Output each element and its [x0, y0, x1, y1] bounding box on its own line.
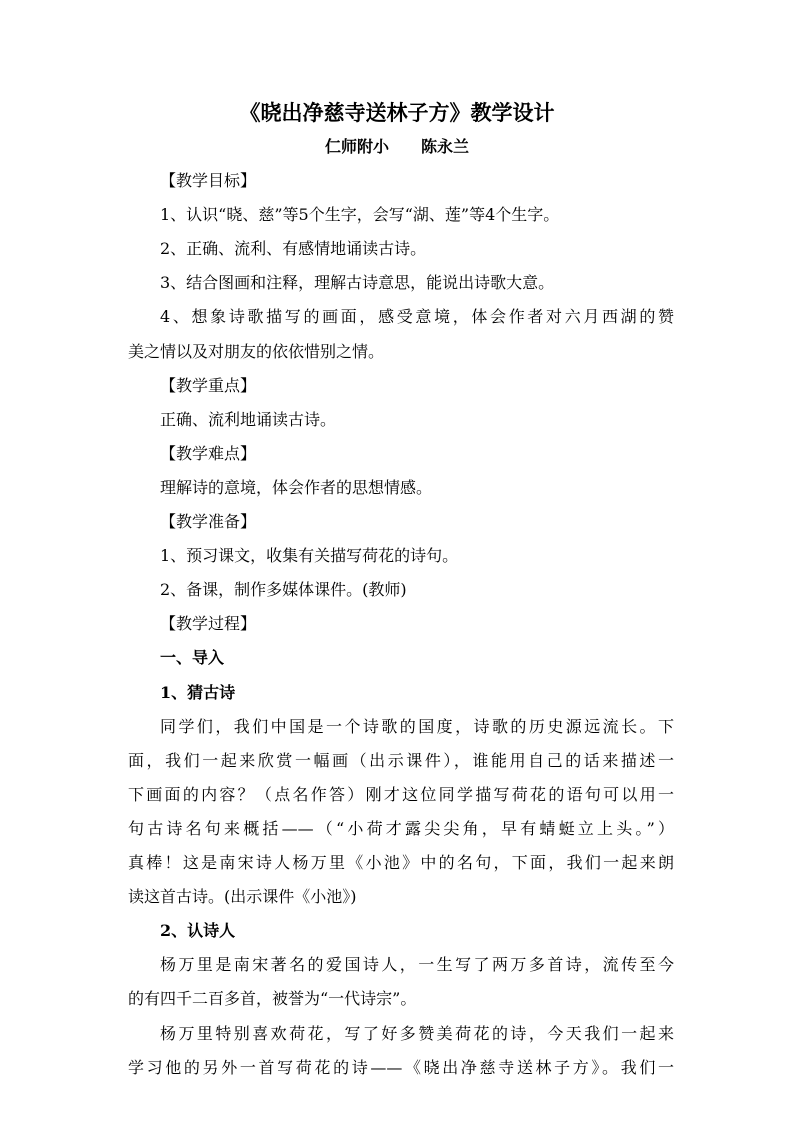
body-line: 【教学重点】	[160, 375, 257, 395]
author-line	[0, 134, 794, 160]
body-line: 读这首古诗。(出示课件《小池》)	[128, 887, 357, 907]
body-line: 同学们，我们中国是一个诗歌的国度，诗歌的历史源远流长。下	[160, 716, 674, 736]
body-line: 真棒！这是南宋诗人杨万里《小池》中的名句，下面，我们一起来朗	[128, 853, 674, 872]
body-line: 【教学准备】	[160, 512, 257, 531]
body-line: 一、导入	[160, 648, 225, 668]
document-title: 《晓出净慈寺送林子方》教学设计	[239, 100, 555, 125]
body-line: 面，我们一起来欣赏一幅画（出示课件），谁能用自己的话来描述一	[128, 750, 674, 770]
body-line: 学习他的另外一首写荷花的诗——《晓出净慈寺送林子方》。我们一	[128, 1057, 674, 1077]
body-line: 2、备课，制作多媒体课件。(教师)	[160, 580, 407, 600]
body-line: 杨万里是南宋著名的爱国诗人，一生写了两万多首诗，流传至今	[160, 955, 674, 975]
body-line: 理解诗的意境，体会作者的思想情感。	[160, 477, 433, 497]
body-line: 1、猜古诗	[160, 682, 236, 702]
body-line: 下画面的内容？（点名作答）刚才这位同学描写荷花的语句可以用一	[128, 784, 674, 804]
author-school: 仁师附小	[324, 137, 389, 156]
body-line: 1、预习课文，收集有关描写荷花的诗句。	[160, 546, 459, 566]
body-line: 【教学目标】	[160, 171, 257, 190]
author-name: 陈永兰	[421, 137, 470, 156]
body-line: 正确、流利地诵读古诗。	[160, 409, 337, 429]
body-line: 美之情以及对朋友的依依惜别之情。	[128, 341, 385, 361]
body-line: 的有四千二百多首，被誉为“一代诗宗”。	[128, 989, 417, 1009]
body-line: 3、结合图画和注释，理解古诗意思，能说出诗歌大意。	[160, 273, 555, 293]
body-line: 【教学过程】	[160, 614, 257, 634]
body-line: 4、想象诗歌描写的画面，感受意境，体会作者对六月西湖的赞	[160, 307, 674, 327]
body-line: 【教学难点】	[160, 443, 257, 463]
body-line: 2、正确、流利、有感情地诵读古诗。	[160, 239, 427, 259]
body-line: 杨万里特别喜欢荷花，写了好多赞美荷花的诗，今天我们一起来	[160, 1023, 674, 1043]
body-line: 句古诗名句来概括——（“小荷才露尖尖角，早有蜻蜓立上头。”）	[128, 818, 674, 838]
body-line: 2、认诗人	[160, 921, 236, 941]
body-line: 1、认识“晓、慈”等5个生字，会写“湖、莲”等4个生字。	[160, 205, 560, 225]
